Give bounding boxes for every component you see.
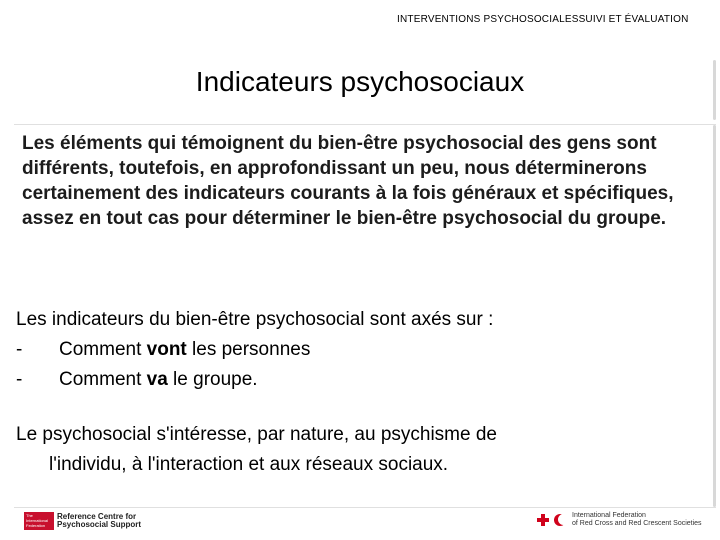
note-line-2: l'individu, à l'interaction et aux réseaux sociaux. xyxy=(49,454,449,475)
top-divider xyxy=(14,124,716,125)
logo-line-2: Psychosocial Support xyxy=(57,520,142,529)
side-rule-bottom xyxy=(713,125,716,507)
footer-divider xyxy=(14,507,716,508)
indicators-block xyxy=(16,305,706,395)
header-section-label: INTERVENTIONS PSYCHOSOCIALESSUIVI ET ÉVALUATION xyxy=(397,14,689,25)
indicator-dash: - xyxy=(16,369,23,390)
red-cross-icon xyxy=(535,512,551,528)
lead-paragraph: Les éléments qui témoignent du bien-être psychosocial des gens sont différents, toutefois, en approfondissant un peu, nous déterminerons certainement des indicateurs courants à la fois généraux et spécifiques, assez en tout cas pour déterminer le bien-être psychosocial du groupe. xyxy=(22,133,674,229)
ifrc-line-1: International Federation xyxy=(572,512,646,519)
note-paragraph xyxy=(16,420,706,480)
logo-line-1: Reference Centre for xyxy=(57,512,137,521)
indicators-intro: Les indicateurs du bien-être psychosocial sont axés sur : xyxy=(16,309,494,330)
logo-box: The International Federation xyxy=(24,512,54,530)
indicator-item xyxy=(16,365,706,395)
slide-title: Indicateurs psychosociaux xyxy=(195,66,525,97)
note-line-1: Le psychosocial s'intéresse, par nature, au psychisme de xyxy=(16,424,497,445)
side-rule-top xyxy=(713,60,716,120)
indicator-text: Comment vont les personnes xyxy=(59,339,311,360)
ifrc-logo xyxy=(535,512,702,528)
indicator-item xyxy=(16,335,706,365)
indicator-dash: - xyxy=(16,339,23,360)
red-crescent-icon xyxy=(552,512,568,528)
reference-centre-logo xyxy=(24,512,141,530)
ifrc-line-2: of Red Cross and Red Crescent Societies xyxy=(572,520,702,527)
indicator-text: Comment va le groupe. xyxy=(59,369,258,390)
